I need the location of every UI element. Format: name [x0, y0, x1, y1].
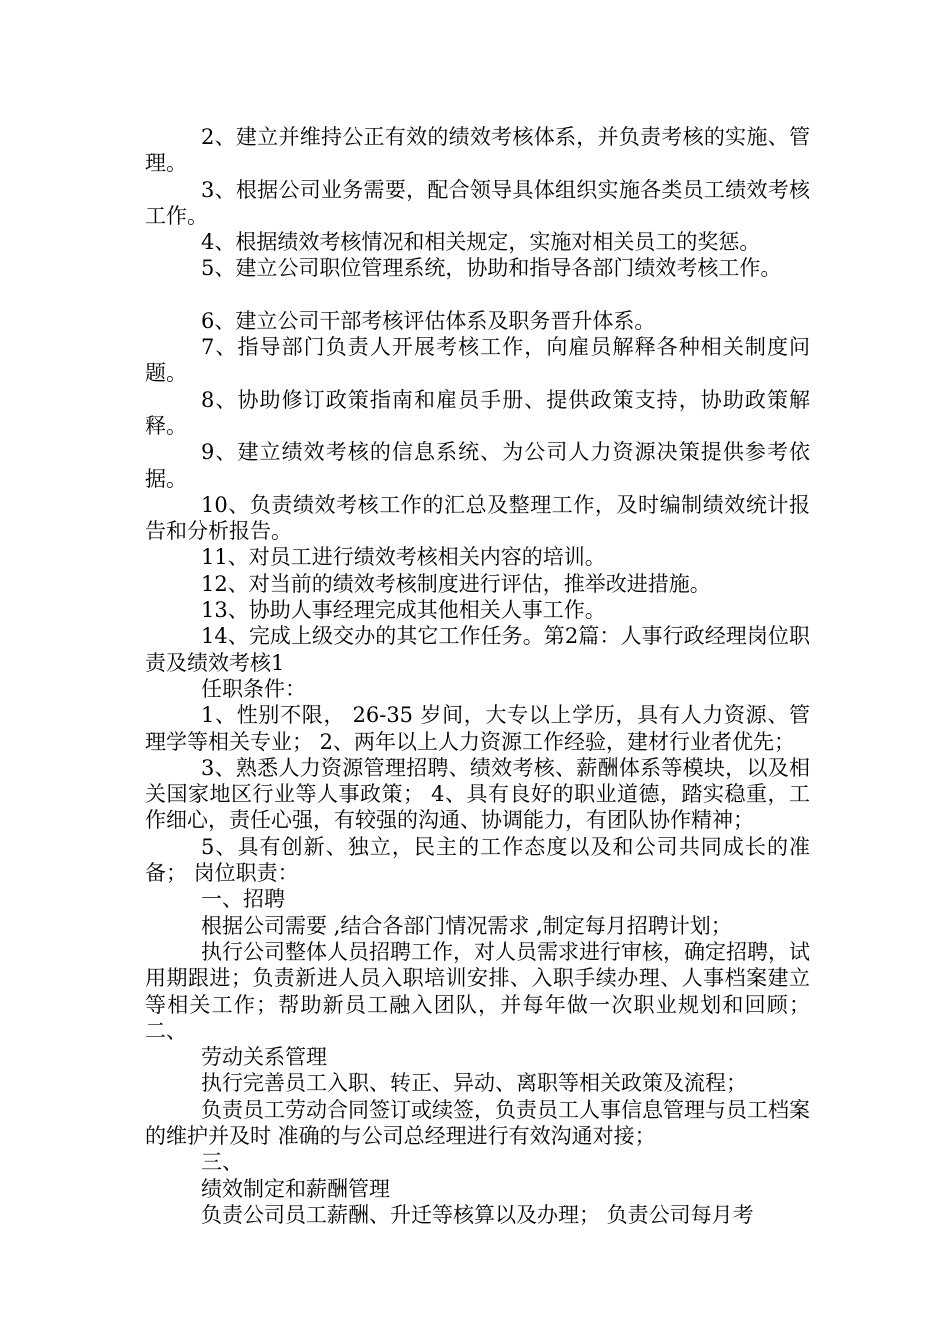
heading-labor-relations: 劳动关系管理 [201, 1045, 327, 1070]
paragraph-duty-3: 3、根据公司业务需要，配合领导具体组织实施各类员工绩效考核工作。 [145, 177, 810, 228]
paragraph-duty-10: 10、负责绩效考核工作的汇总及整理工作，及时编制绩效统计报告和分析报告。 [145, 492, 810, 544]
document-body [145, 124, 810, 1228]
paragraph-recruitment-plan: 根据公司需要 ,结合各部门情况需求 ,制定每月招聘计划； [201, 913, 732, 938]
paragraph-duty-7: 7、指导部门负责人开展考核工作，向雇员解释各种相关制度问题。 [145, 335, 810, 386]
paragraph-duty-13: 13、协助人事经理完成其他相关人事工作。 [201, 598, 606, 623]
heading-performance-salary: 绩效制定和薪酬管理 [201, 1176, 390, 1201]
paragraph-duty-11: 11、对员工进行绩效考核相关内容的培训。 [201, 545, 606, 570]
paragraph-requirement-3-4: 3、熟悉人力资源管理招聘、绩效考核、薪酬体系等模块，以及相关国家地区行业等人事政策； 4、具有良好的职业道德，踏实稳重，工作细心，责任心强，有较强的沟通、协调能力，有团队协作精神； [145, 755, 810, 833]
paragraph-duty-2: 2、建立并维持公正有效的绩效考核体系，并负责考核的实施、管理。 [145, 125, 810, 176]
paragraph-recruitment-execution: 执行公司整体人员招聘工作，对人员需求进行审核，确定招聘，试用期跟进；负责新进人员入职培训安排、入职手续办理、人事档案建立等相关工作；帮助新员工融入团队，并每年做一次职业规划和回顾； 二、 [145, 939, 810, 1043]
paragraph-gap [145, 282, 810, 308]
paragraph-duty-14: 14、完成上级交办的其它工作任务。第2篇：人事行政经理岗位职责及绩效考核1 [145, 624, 810, 675]
paragraph-duty-8: 8、协助修订政策指南和雇员手册、提供政策支持，协助政策解释。 [145, 387, 810, 438]
heading-requirements: 任职条件： [201, 676, 306, 701]
paragraph-duty-12: 12、对当前的绩效考核制度进行评估，推举改进措施。 [201, 571, 711, 596]
paragraph-requirement-5: 5、具有创新、独立，民主的工作态度以及和公司共同成长的准备； 岗位职责： [145, 834, 810, 886]
paragraph-duty-9: 9、建立绩效考核的信息系统、为公司人力资源决策提供参考依据。 [145, 440, 810, 491]
paragraph-salary-duties: 负责公司员工薪酬、升迁等核算以及办理； 负责公司每月考 [201, 1202, 754, 1227]
paragraph-duty-6: 6、建立公司干部考核评估体系及职务晋升体系。 [201, 308, 656, 333]
paragraph-duty-4: 4、根据绩效考核情况和相关规定，实施对相关员工的奖惩。 [201, 230, 761, 255]
paragraph-requirement-1-2: 1、性别不限， 26-35 岁间，大专以上学历，具有人力资源、管理学等相关专业； 2、两年以上人力资源工作经验，建材行业者优先； [145, 703, 810, 754]
paragraph-labor-policies: 执行完善员工入职、转正、异动、离职等相关政策及流程； [201, 1071, 747, 1096]
paragraph-duty-5: 5、建立公司职位管理系统，协助和指导各部门绩效考核工作。 [201, 256, 782, 281]
heading-recruitment: 一、招聘 [201, 887, 285, 912]
paragraph-labor-contracts: 负责员工劳动合同签订或续签，负责员工人事信息管理与员工档案的维护并及时 准确的与公司总经理进行有效沟通对接； [145, 1097, 810, 1148]
heading-section-3: 三、 [201, 1150, 243, 1175]
